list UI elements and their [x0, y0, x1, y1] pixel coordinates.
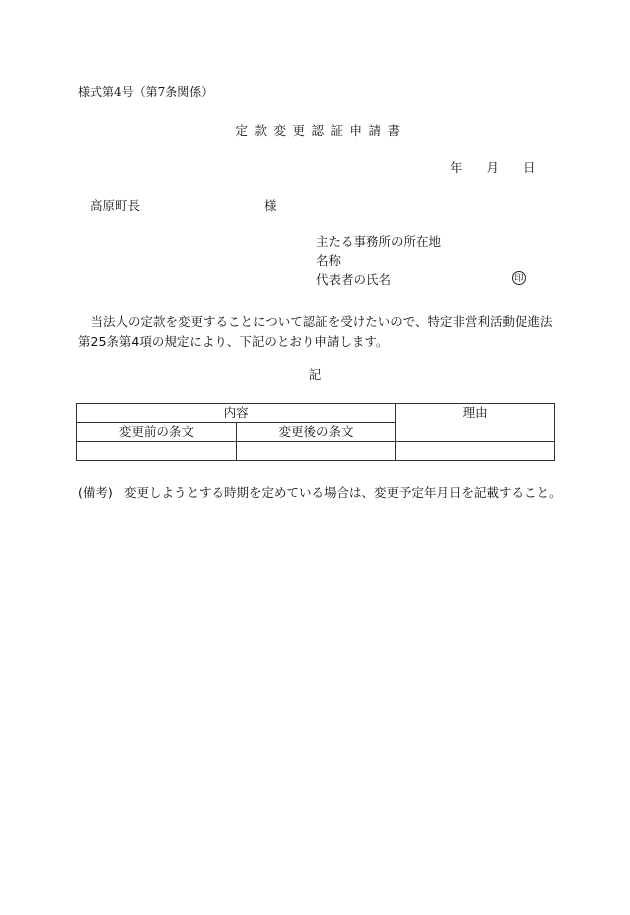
body-line-1: 当法人の定款を変更することについて認証を受けたいので、特定非営利活動促進法 [90, 314, 553, 329]
table-row [77, 442, 555, 461]
form-number: 様式第4号（第7条関係） [78, 85, 214, 99]
note-label: (備考) [78, 485, 113, 500]
cell-before [77, 442, 237, 461]
addressee-honorific: 様 [264, 198, 277, 213]
cell-after [236, 442, 396, 461]
column-before: 変更前の条文 [77, 423, 237, 442]
change-table [76, 403, 555, 461]
note [78, 487, 562, 500]
date-line [450, 162, 536, 175]
cell-reason [396, 442, 555, 461]
body-text [78, 312, 558, 352]
seal-mark: 印 [512, 271, 526, 285]
addressee-name: 高原町長 [90, 198, 141, 213]
applicant-representative: 代表者の氏名 [316, 272, 392, 287]
body-line-2: 第25条第4項の規定により、下記のとおり申請します。 [78, 334, 389, 349]
applicant-name: 名称 [316, 253, 342, 268]
header-reason: 理由 [396, 404, 555, 442]
note-text: 変更しようとする時期を定めている場合は、変更予定年月日を記載すること。 [124, 485, 562, 500]
column-after: 変更後の条文 [236, 423, 396, 442]
applicant-office-location: 主たる事務所の所在地 [316, 234, 442, 249]
ki-heading: 記 [308, 367, 322, 382]
date-year: 年 [450, 160, 463, 175]
date-month: 月 [486, 160, 500, 175]
document-title: 定款変更認証申請書 [235, 123, 407, 138]
header-contents: 内容 [77, 404, 396, 423]
date-day: 日 [523, 160, 536, 175]
